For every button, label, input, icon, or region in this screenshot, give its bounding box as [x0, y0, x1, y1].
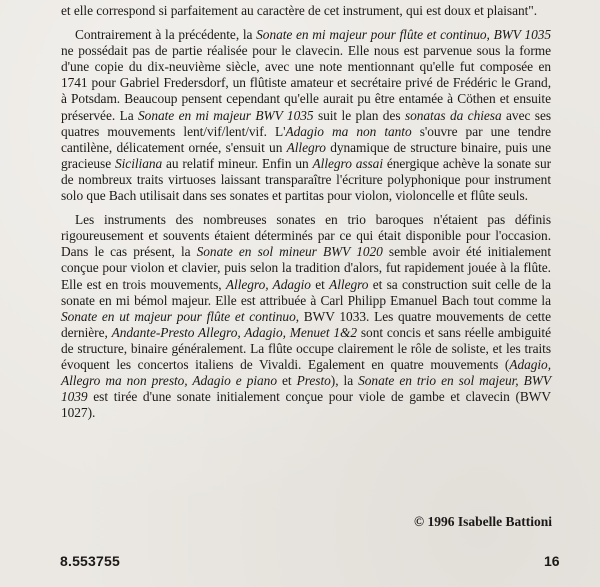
- italic-title-text: Sonate en ut majeur pour flûte et continuo: [61, 308, 296, 324]
- italic-title-text: sonatas da chiesa: [404, 107, 502, 123]
- paragraph-sonates-en-trio: [61, 212, 551, 421]
- body-text-run: , BWV 1033. Les quatre mouvements de cette dernière,: [61, 308, 551, 340]
- italic-title-text: Sonate en mi majeur BWV 1035: [138, 107, 314, 123]
- body-text-run: et sa construction suit celle de la sonate en mi bémol majeur. Elle est attribuée à Carl Philipp Emanuel Bach tout comme la: [61, 276, 551, 308]
- italic-title-text: Allegro: [329, 276, 369, 292]
- paragraph-sonate-mi-majeur: [61, 27, 551, 204]
- body-text-run: Les instruments des nombreuses sonates en trio baroques n'étaient pas définis rigoureusement et souvents étaient déterminés par ce qui était disponible pour l'occasion. Dans le cas présent, la: [61, 212, 551, 260]
- body-text-run: s'ouvre par une tendre cantilène, délicatement ornée, s'ensuit un: [61, 123, 551, 155]
- body-text-run: et: [310, 276, 330, 292]
- body-text-run: semble avoir été initialement conçue pour violon et clavier, puis selon la tradition d'alors, fut rapidement jouée à la flûte. Elle est en trois mouvements,: [61, 244, 551, 292]
- body-text-run: dynamique de structure binaire, puis une gracieuse: [61, 139, 551, 171]
- italic-title-text: Allegro, Adagio: [225, 276, 311, 292]
- page-number: 16: [544, 553, 560, 569]
- italic-title-text: Presto: [296, 373, 331, 389]
- body-text: [61, 3, 551, 429]
- body-text-run: et elle correspond si parfaitement au caractère de cet instrument, qui est doux et plaisant".: [61, 3, 537, 18]
- italic-title-text: Sonate en trio en sol majeur, BWV 1039: [61, 373, 551, 405]
- body-text-run: énergique achève la sonate sur de nombreux traits virtuoses laissant transparaître l'écriture polyphonique pour instrument solo que Bach utilisait dans ses sonates et partitas pour violon, violoncelle et flûte seuls.: [61, 155, 552, 204]
- italic-title-text: Siciliana: [114, 155, 163, 171]
- body-text-run: est tirée d'une sonate initialement conçue pour viole de gambe et clavecin (BWV 1027).: [61, 389, 551, 421]
- body-text-run: et: [276, 373, 297, 389]
- body-text-run: ), la: [330, 373, 359, 389]
- body-text-run: suit le plan des: [313, 107, 405, 123]
- italic-title-text: Allegro: [286, 139, 326, 155]
- paragraph-continuation: [61, 3, 551, 19]
- italic-title-text: Allegro assai: [312, 155, 383, 171]
- copyright-notice: © 1996 Isabelle Battioni: [414, 514, 552, 529]
- italic-title-text: Sonate en sol mineur BWV 1020: [196, 244, 383, 260]
- body-text-run: Contrairement à la précédente, la: [75, 27, 257, 43]
- italic-title-text: Adagio ma non tanto: [285, 123, 412, 139]
- italic-title-text: Adagio, Allegro ma non presto, Adagio e piano: [61, 356, 551, 389]
- body-text-run: sont concis et sans réelle ambiguité de structure, binaire généralement. La flûte occupe clairement le rôle de soliste, et les traits évoquent les concertos italiens de Vivaldi. Egalement en quatre mouvements (: [61, 324, 551, 372]
- catalog-number: 8.553755: [60, 553, 120, 569]
- body-text-run: avec ses quatres mouvements lent/vif/lent/vif. L': [61, 107, 551, 139]
- body-text-run: au relatif mineur. Enfin un: [162, 155, 313, 171]
- italic-title-text: Sonate en mi majeur pour flûte et continuo, BWV 1035: [256, 27, 552, 43]
- body-text-run: ne possédait pas de partie réalisée pour le clavecin. Elle nous est parvenue sous la forme d'une copie du dix-neuvième siècle, avec une note mentionnant qu'elle fut composée en 1741 pour Gabriel Fredersdorf, un flûtiste amateur et secrétaire privé de Frédéric le Grand, à Potsdam. Beaucoup pensent cependant qu'elle aurait pu être entamée à Cöthen et ensuite préservée. La: [61, 43, 551, 123]
- italic-title-text: Andante-Presto Allegro, Adagio, Menuet 1&2: [111, 324, 358, 340]
